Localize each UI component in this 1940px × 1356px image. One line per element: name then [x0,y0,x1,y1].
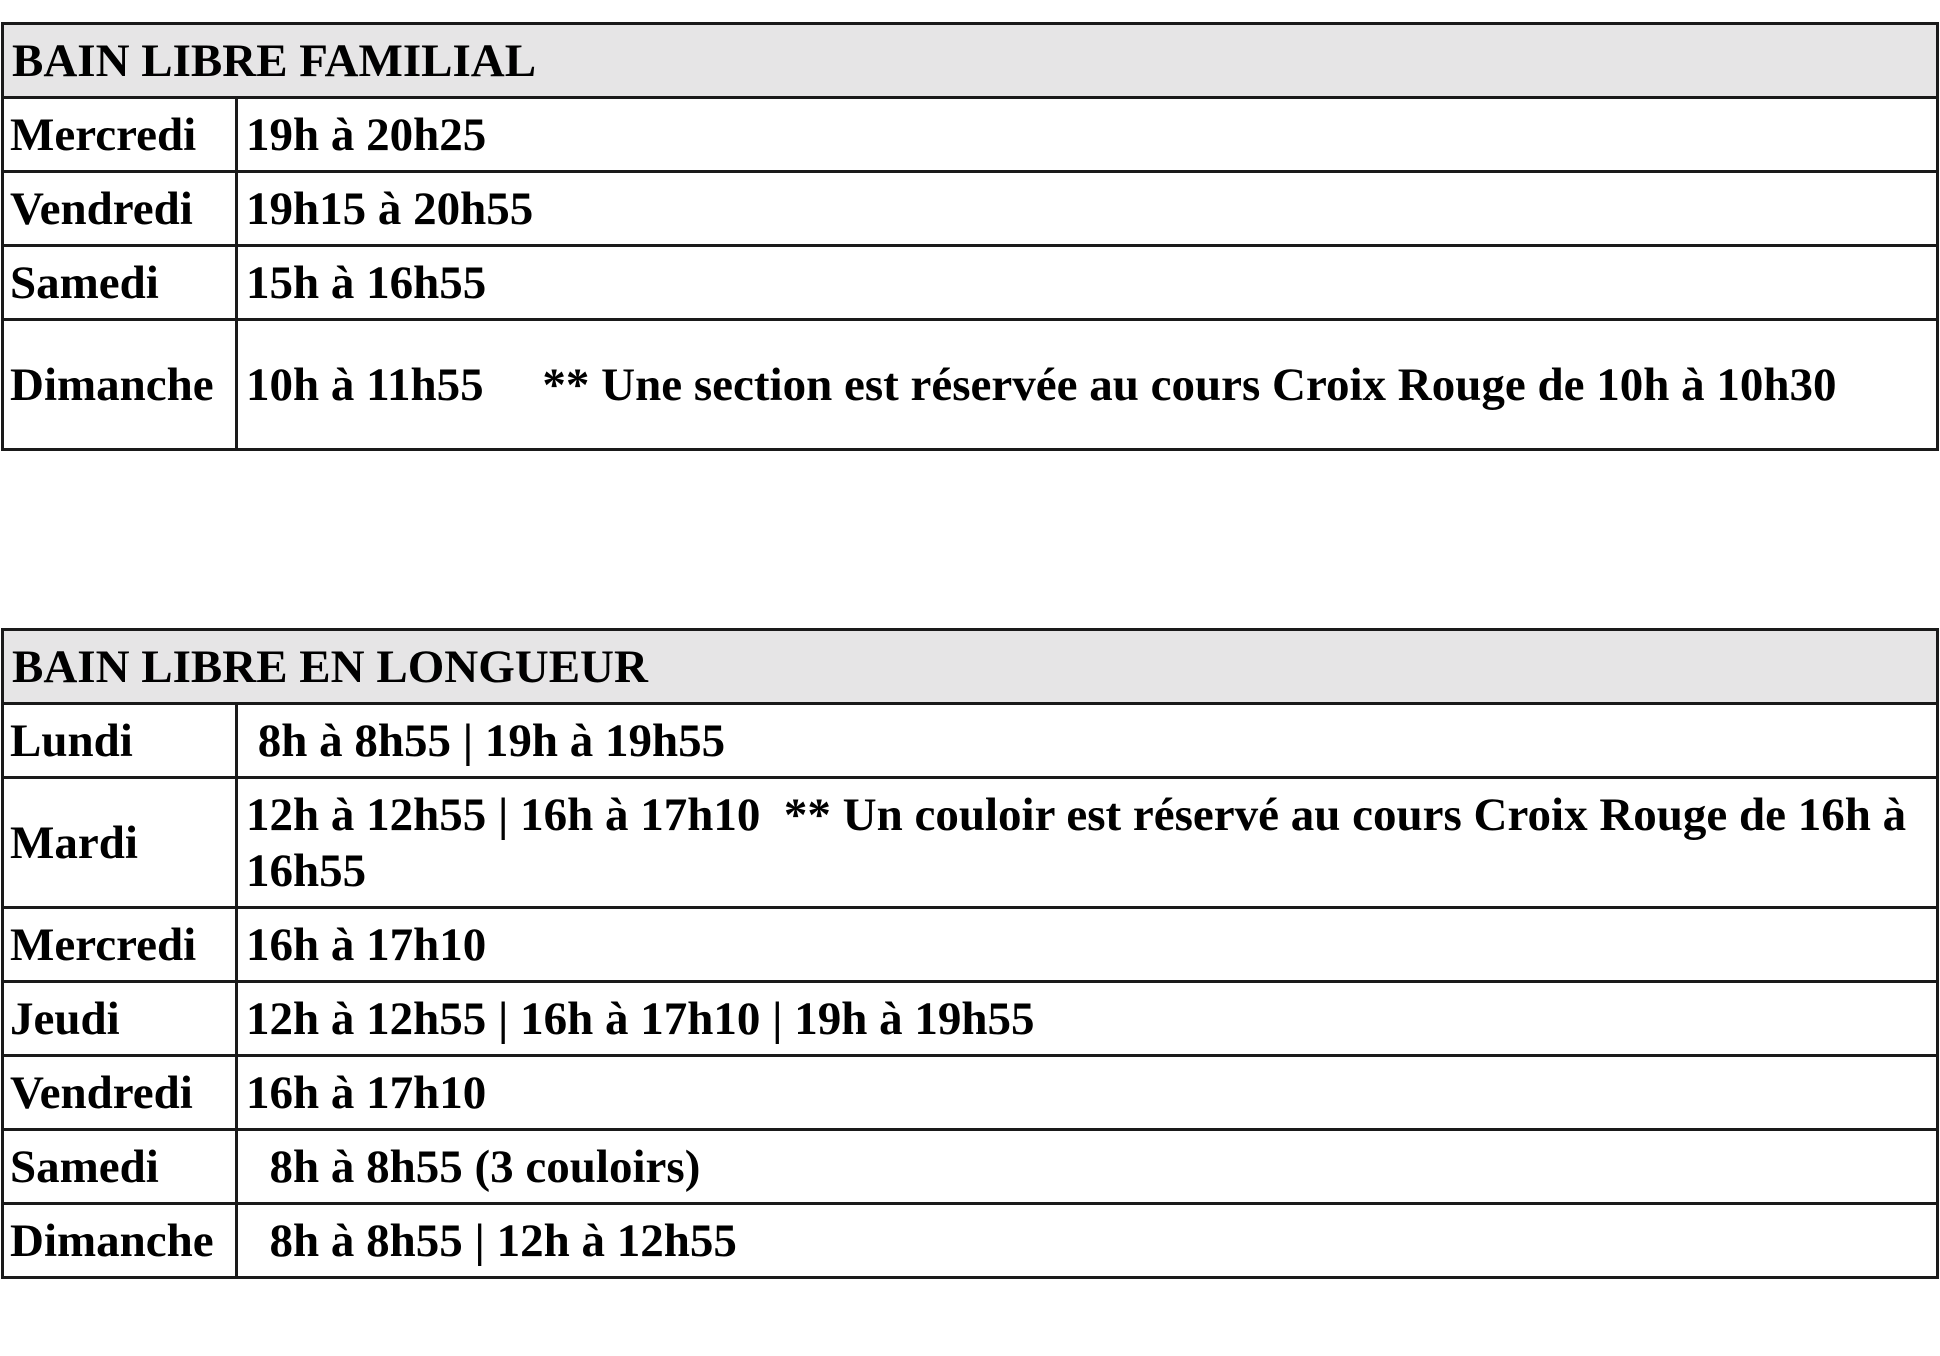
day-cell: Dimanche [3,320,237,450]
day-cell: Vendredi [3,1056,237,1130]
table-header-row [3,24,1938,98]
table-row [3,778,1938,908]
table-row [3,1204,1938,1278]
day-cell: Dimanche [3,1204,237,1278]
hours-cell: 10h à 11h55 ** Une section est réservée au cours Croix Rouge de 10h à 10h30 [237,320,1938,450]
table-row [3,1056,1938,1130]
table-row [3,98,1938,172]
table-row [3,982,1938,1056]
table-row [3,172,1938,246]
table-row [3,1130,1938,1204]
table-header-row [3,630,1938,704]
table-title: BAIN LIBRE FAMILIAL [3,24,1938,98]
hours-cell: 15h à 16h55 [237,246,1938,320]
day-cell: Jeudi [3,982,237,1056]
hours-cell: 8h à 8h55 (3 couloirs) [237,1130,1938,1204]
hours-cell: 8h à 8h55 | 12h à 12h55 [237,1204,1938,1278]
hours-cell: 16h à 17h10 [237,908,1938,982]
familial-schedule-table [1,22,1939,451]
hours-cell: 12h à 12h55 | 16h à 17h10 | 19h à 19h55 [237,982,1938,1056]
day-cell: Mercredi [3,98,237,172]
hours-cell: 19h à 20h25 [237,98,1938,172]
hours-cell: 16h à 17h10 [237,1056,1938,1130]
day-cell: Mardi [3,778,237,908]
hours-cell: 8h à 8h55 | 19h à 19h55 [237,704,1938,778]
table-row [3,246,1938,320]
day-cell: Mercredi [3,908,237,982]
table-row [3,320,1938,450]
day-cell: Lundi [3,704,237,778]
table-row [3,908,1938,982]
hours-cell: 12h à 12h55 | 16h à 17h10 ** Un couloir est réservé au cours Croix Rouge de 16h à 16h55 [237,778,1938,908]
longueur-schedule-table [1,628,1939,1279]
table-row [3,704,1938,778]
hours-cell: 19h15 à 20h55 [237,172,1938,246]
day-cell: Vendredi [3,172,237,246]
table-title: BAIN LIBRE EN LONGUEUR [3,630,1938,704]
day-cell: Samedi [3,1130,237,1204]
day-cell: Samedi [3,246,237,320]
